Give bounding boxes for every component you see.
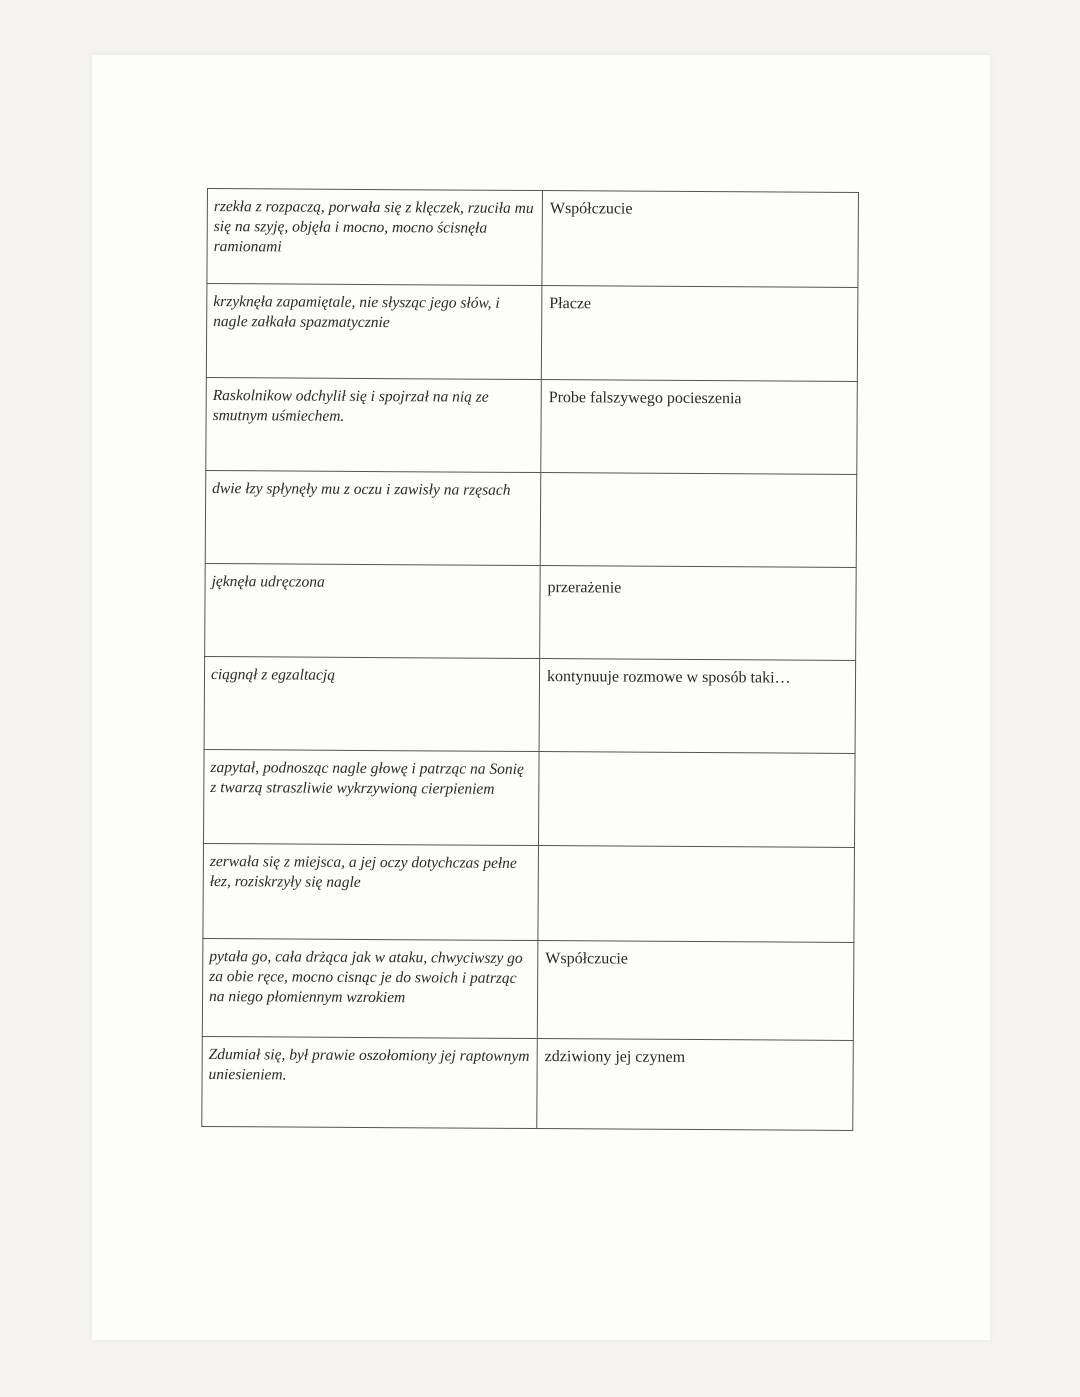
quote-cell: dwie łzy spłynęły mu z oczu i zawisły na rzęsach [205,470,541,565]
table-row [205,470,857,567]
emotion-cell [540,473,857,568]
quote-cell: pytała go, cała drżąca jak w ataku, chwyciwszy go za obie ręce, mocno cisnąc je do swoich i patrząc na niego płomiennym wzrokiem [202,938,538,1038]
quote-cell: ciągnął z egzaltacją [204,656,540,751]
quote-cell: zapytał, podnosząc nagle głowę i patrząc na Sonię z twarzą straszliwie wykrzywioną cierpieniem [203,749,539,845]
emotion-cell: przerażenie [540,566,857,661]
emotion-cell: zdziwiony jej czynem [537,1039,854,1131]
emotion-cell: Współczucie [537,941,854,1041]
emotion-cell [538,846,855,943]
table-row [207,189,859,288]
emotion-cell: kontynuuje rozmowe w sposób taki… [539,659,856,754]
quote-cell: krzyknęła zapamiętale, nie słysząc jego słów, i nagle załkała spazmatycznie [206,284,542,380]
emotion-cell: Współczucie [542,191,859,288]
table-row [206,284,858,382]
table-row [202,1036,854,1130]
table-row [205,563,857,660]
emotion-cell [538,752,855,848]
table-row [203,749,855,847]
emotion-cell: Płacze [541,286,858,382]
quote-cell: zerwała się z miejsca, a jej oczy dotychczas pełne łez, roziskrzyły się nagle [203,843,539,940]
quotes-emotions-table [201,188,859,1131]
quote-cell: jęknęła udręczona [205,563,541,658]
quote-cell: Raskolnikow odchylił się i spojrzał na nią ze smutnym uśmiechem. [206,377,542,472]
table-row [202,938,854,1040]
quote-cell: rzekła z rozpaczą, porwała się z klęczek, rzuciła mu się na szyję, objęła i mocno, mocno ścisnęła ramionami [207,189,543,286]
emotion-cell: Probe falszywego pocieszenia [541,380,858,475]
quote-cell: Zdumiał się, był prawie oszołomiony jej raptownym uniesieniem. [202,1036,538,1128]
table-row [206,377,858,474]
table-row [203,843,855,942]
table-row [204,656,856,753]
